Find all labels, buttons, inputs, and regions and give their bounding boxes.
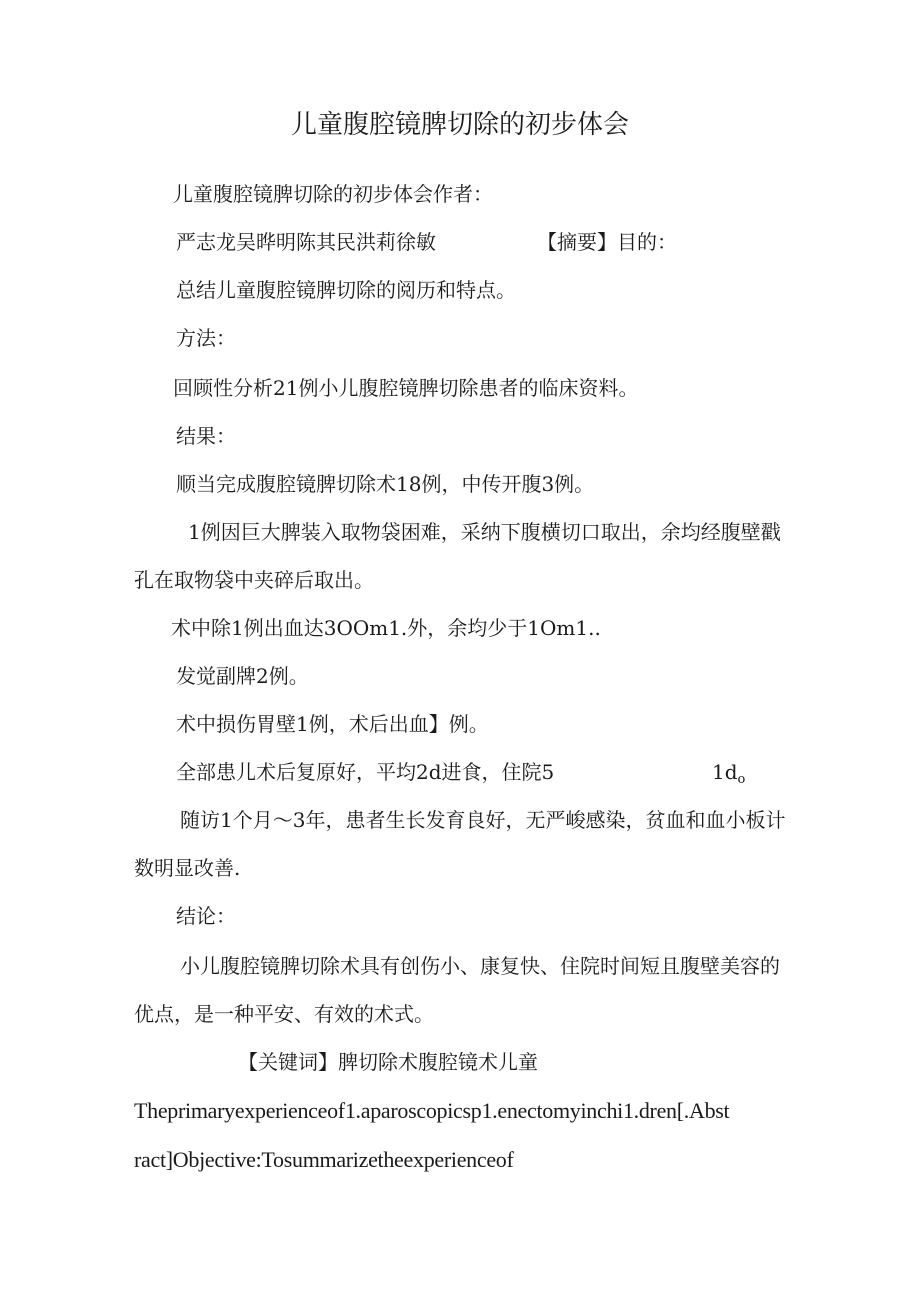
result-line-2a: 1例因巨大脾装入取物袋困难，采纳下腹横切口取出，余均经腹壁戳 xyxy=(188,520,781,544)
result-line-6-subscript: o xyxy=(737,772,746,787)
authors-line: 严志龙吴晔明陈其民洪莉徐敏 xyxy=(176,230,436,254)
purpose-line: 总结儿童腹腔镜脾切除的阅历和特点。 xyxy=(176,278,516,302)
results-label: 结果： xyxy=(176,424,236,448)
result-line-2b: 孔在取物袋中夹碎后取出。 xyxy=(134,568,374,592)
english-line-1: Theprimaryexperienceof1.aparoscopicsp1.enectomyinchi1.dren[.Abst xyxy=(134,1098,730,1123)
methods-line: 回顾性分析21例小儿腹腔镜脾切除患者的临床资料。 xyxy=(173,376,639,400)
keywords-line: 【关键词】脾切除术腹腔镜术儿童 xyxy=(238,1050,538,1074)
result-line-5: 术中损伤胃壁1例，术后出血】例。 xyxy=(176,712,489,736)
conclusion-line-a: 小儿腹腔镜脾切除术具有创伤小、康复快、住院时间短且腹壁美容的 xyxy=(180,954,780,978)
followup-line-a: 随访1个月～3年，患者生长发育良好，无严峻感染，贫血和血小板计 xyxy=(180,808,786,832)
result-line-4: 发觉副牌2例。 xyxy=(176,664,309,688)
conclusion-label: 结论： xyxy=(176,904,236,928)
result-line-6: 全部患儿术后复原好，平均2d进食，住院5 xyxy=(176,760,555,784)
document-title: 儿童腹腔镜脾切除的初步体会 xyxy=(290,110,629,140)
followup-line-b: 数明显改善. xyxy=(134,856,241,880)
result-line-6-tail xyxy=(712,758,745,794)
methods-label: 方法： xyxy=(176,326,236,350)
heading-line: 儿童腹腔镜脾切除的初步体会作者： xyxy=(173,182,493,206)
abstract-label: 【摘要】目的： xyxy=(537,230,677,254)
result-line-6-tail-text: 1d xyxy=(712,760,738,784)
english-line-2: ract]Objective:Tosummarizetheexperienceof xyxy=(134,1147,514,1172)
result-line-3: 术中除1例出血达3OOm1.外，余均少于1Om1.. xyxy=(171,616,601,640)
conclusion-line-b: 优点，是一种平安、有效的术式。 xyxy=(134,1002,434,1026)
result-line-1: 顺当完成腹腔镜脾切除术18例，中传开腹3例。 xyxy=(176,472,595,496)
